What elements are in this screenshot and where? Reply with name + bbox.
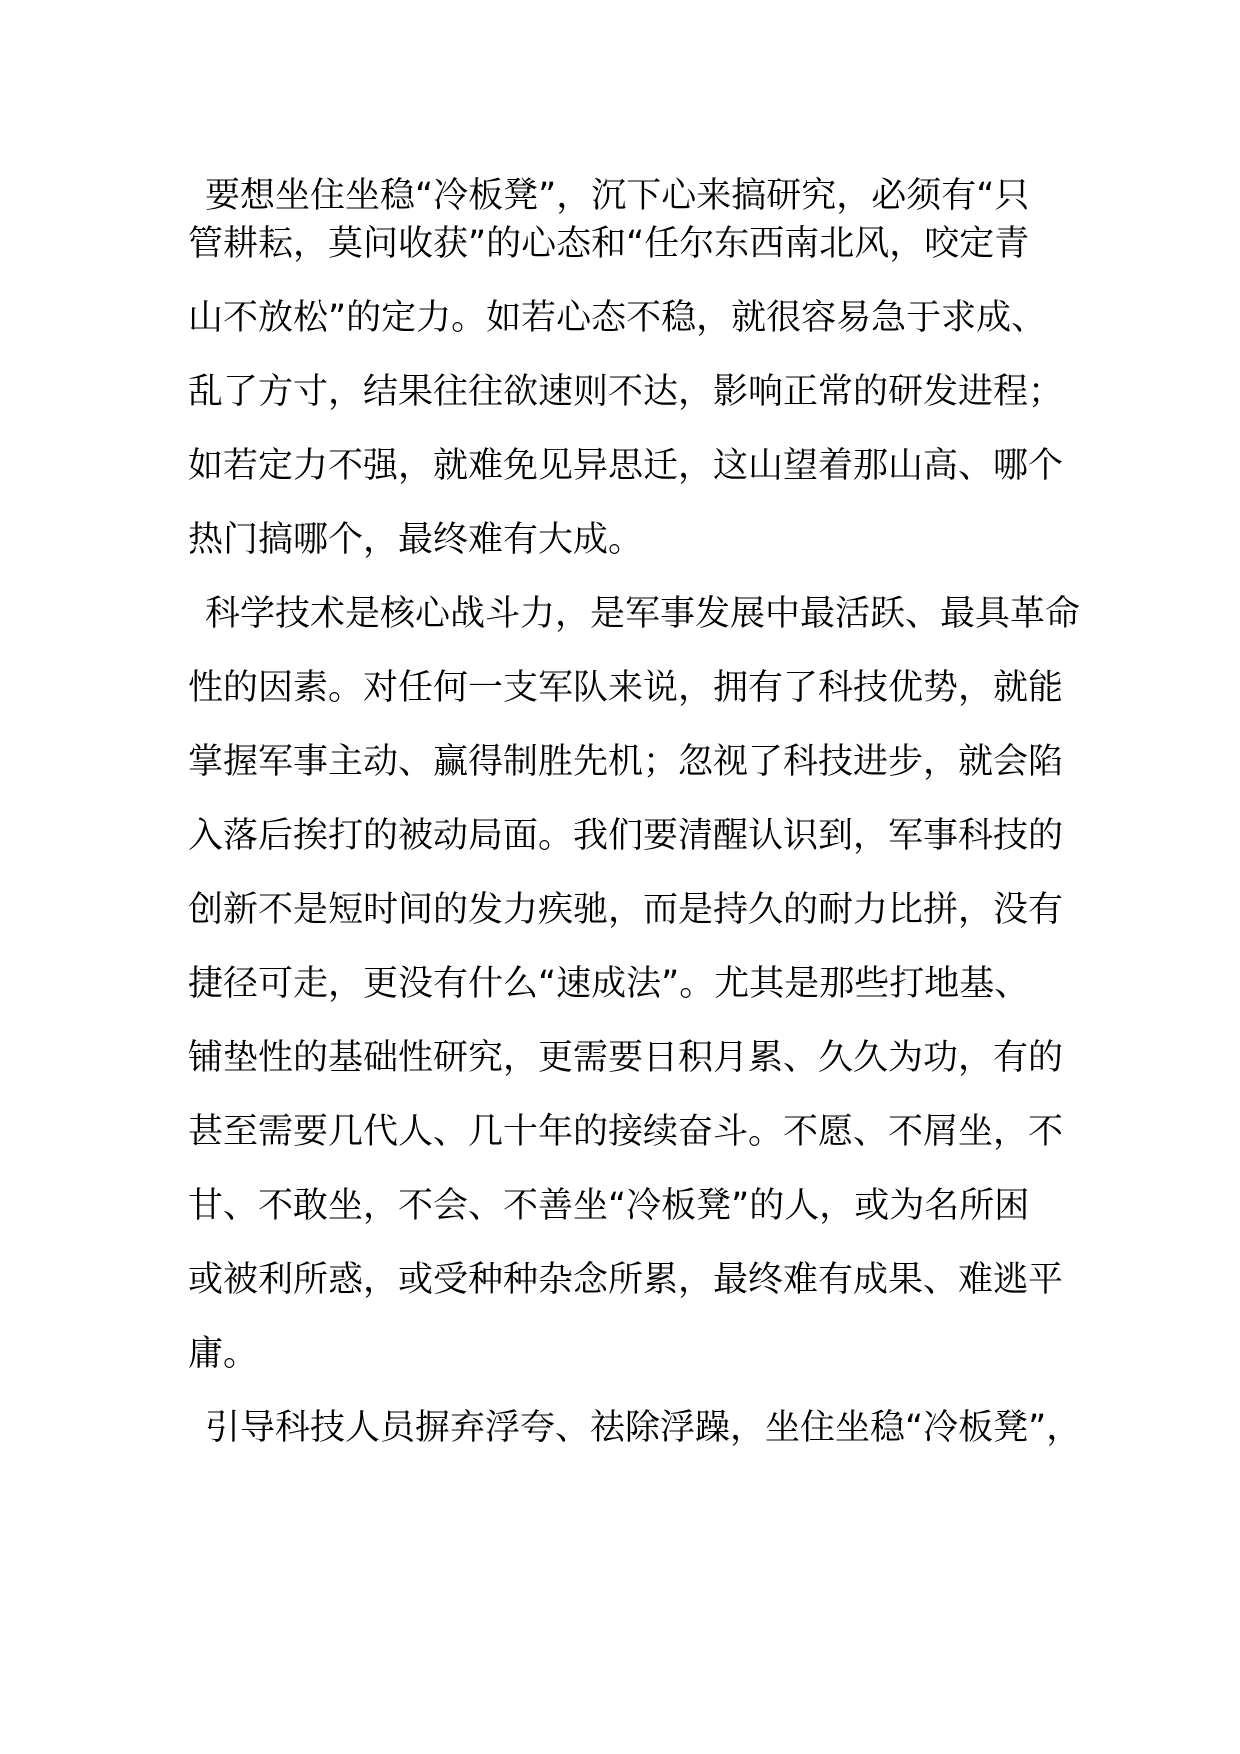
text-line: 创新不是短时间的发力疾驰，而是持久的耐力比拼，没有 xyxy=(188,890,1064,930)
text-line: 管耕耘，莫问收获”的心态和“任尔东西南北风，咬定青 xyxy=(188,224,1030,264)
text-line: 庸。 xyxy=(188,1334,259,1374)
text-line: 甚至需要几代人、几十年的接续奋斗。不愿、不屑坐，不 xyxy=(188,1112,1064,1152)
text-line: 性的因素。对任何一支军队来说，拥有了科技优势，就能 xyxy=(188,668,1064,708)
text-line: 科学技术是核心战斗力，是军事发展中最活跃、最具革命 xyxy=(205,594,1081,634)
text-line: 引导科技人员摒弃浮夸、祛除浮躁，坐住坐稳“冷板凳”， xyxy=(205,1408,1082,1448)
text-line: 铺垫性的基础性研究，更需要日积月累、久久为功，有的 xyxy=(188,1038,1064,1078)
text-line: 入落后挨打的被动局面。我们要清醒认识到，军事科技的 xyxy=(188,816,1064,856)
text-line: 甘、不敢坐，不会、不善坐“冷板凳”的人，或为名所困 xyxy=(188,1186,1030,1226)
text-line: 乱了方寸，结果往往欲速则不达，影响正常的研发进程； xyxy=(188,372,1064,412)
text-line: 或被利所惑，或受种种杂念所累，最终难有成果、难逃平 xyxy=(188,1260,1064,1300)
text-line: 如若定力不强，就难免见异思迁，这山望着那山高、哪个 xyxy=(188,446,1064,486)
text-line: 掌握军事主动、赢得制胜先机；忽视了科技进步，就会陷 xyxy=(188,742,1064,782)
text-line: 山不放松”的定力。如若心态不稳，就很容易急于求成、 xyxy=(188,298,1047,338)
text-line: 捷径可走，更没有什么“速成法”。尤其是那些打地基、 xyxy=(188,964,1030,1004)
text-line: 热门搞哪个，最终难有大成。 xyxy=(188,520,644,560)
text-line: 要想坐住坐稳“冷板凳”，沉下心来搞研究，必须有“只 xyxy=(205,176,1030,216)
